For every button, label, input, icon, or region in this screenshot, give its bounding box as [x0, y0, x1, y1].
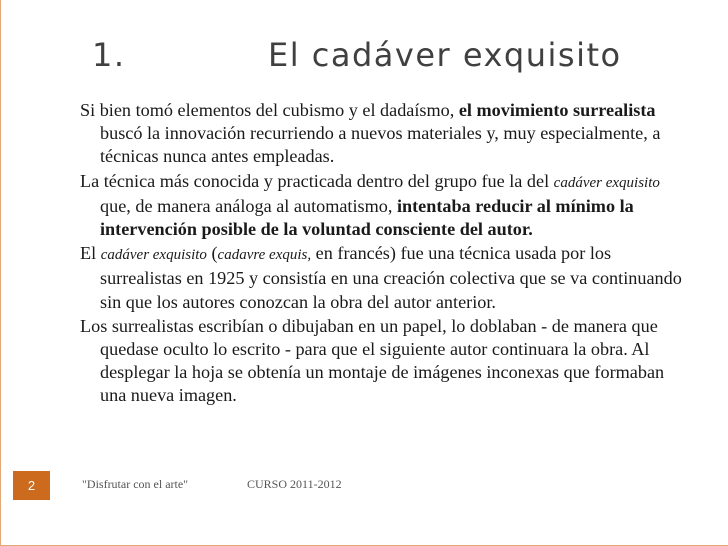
p3-text-c: ( — [206, 243, 218, 264]
slide-number: 2 — [27, 478, 36, 493]
footer-center-text: CURSO 2011-2012 — [247, 477, 342, 491]
paragraph-4 — [80, 315, 690, 408]
footer-left-text: "Disfrutar con el arte" — [82, 477, 189, 491]
title-number: 1. — [92, 36, 126, 74]
p2-text-c: que, de manera análoga al automatismo, — [100, 195, 397, 216]
title-text: El cadáver exquisito — [268, 36, 622, 74]
slide-number-badge — [13, 471, 50, 500]
p1-text-a: Si bien tomó elementos del cubismo y el dadaísmo, — [80, 100, 459, 120]
slide-title — [92, 36, 692, 86]
p4-text-a: Los surrealistas escribían o dibujaban en un papel, lo doblaban - de manera que quedase oculto lo escrito - para que el siguiente autor continuara la obra. Al desplegar la hoja se obtenía un montaje de imágenes inconexas que formaban una nueva imagen. — [80, 315, 665, 406]
paragraph-3 — [80, 242, 690, 314]
p1-text-c: buscó la innovación recurriendo a nuevos materiales y, muy especialmente, a técnicas nunca antes empleadas. — [100, 123, 661, 167]
p2-bold-text: intentaba reducir al mínimo la intervención posible de la voluntad consciente del autor. — [100, 195, 634, 240]
slide-body — [80, 99, 690, 409]
p1-bold-text: el movimiento surrealista — [458, 100, 656, 120]
p3-text-a: El — [80, 243, 101, 264]
p3-italic-text: cadáver exquisito — [100, 247, 207, 264]
paragraph-2 — [80, 170, 690, 242]
p3-italic-text-2: cadavre exquis, — [217, 247, 312, 264]
p2-italic-text: cadáver exquisito — [553, 174, 660, 191]
paragraph-1 — [80, 99, 690, 169]
p3-text-e: en francés) fue una técnica usada por los surrealistas en 1925 y consistía en una creación colectiva que se va continuando sin que los autores conozcan la obra del autor anterior. — [100, 243, 682, 312]
p2-text-a: La técnica más conocida y practicada dentro del grupo fue la del — [80, 170, 554, 191]
